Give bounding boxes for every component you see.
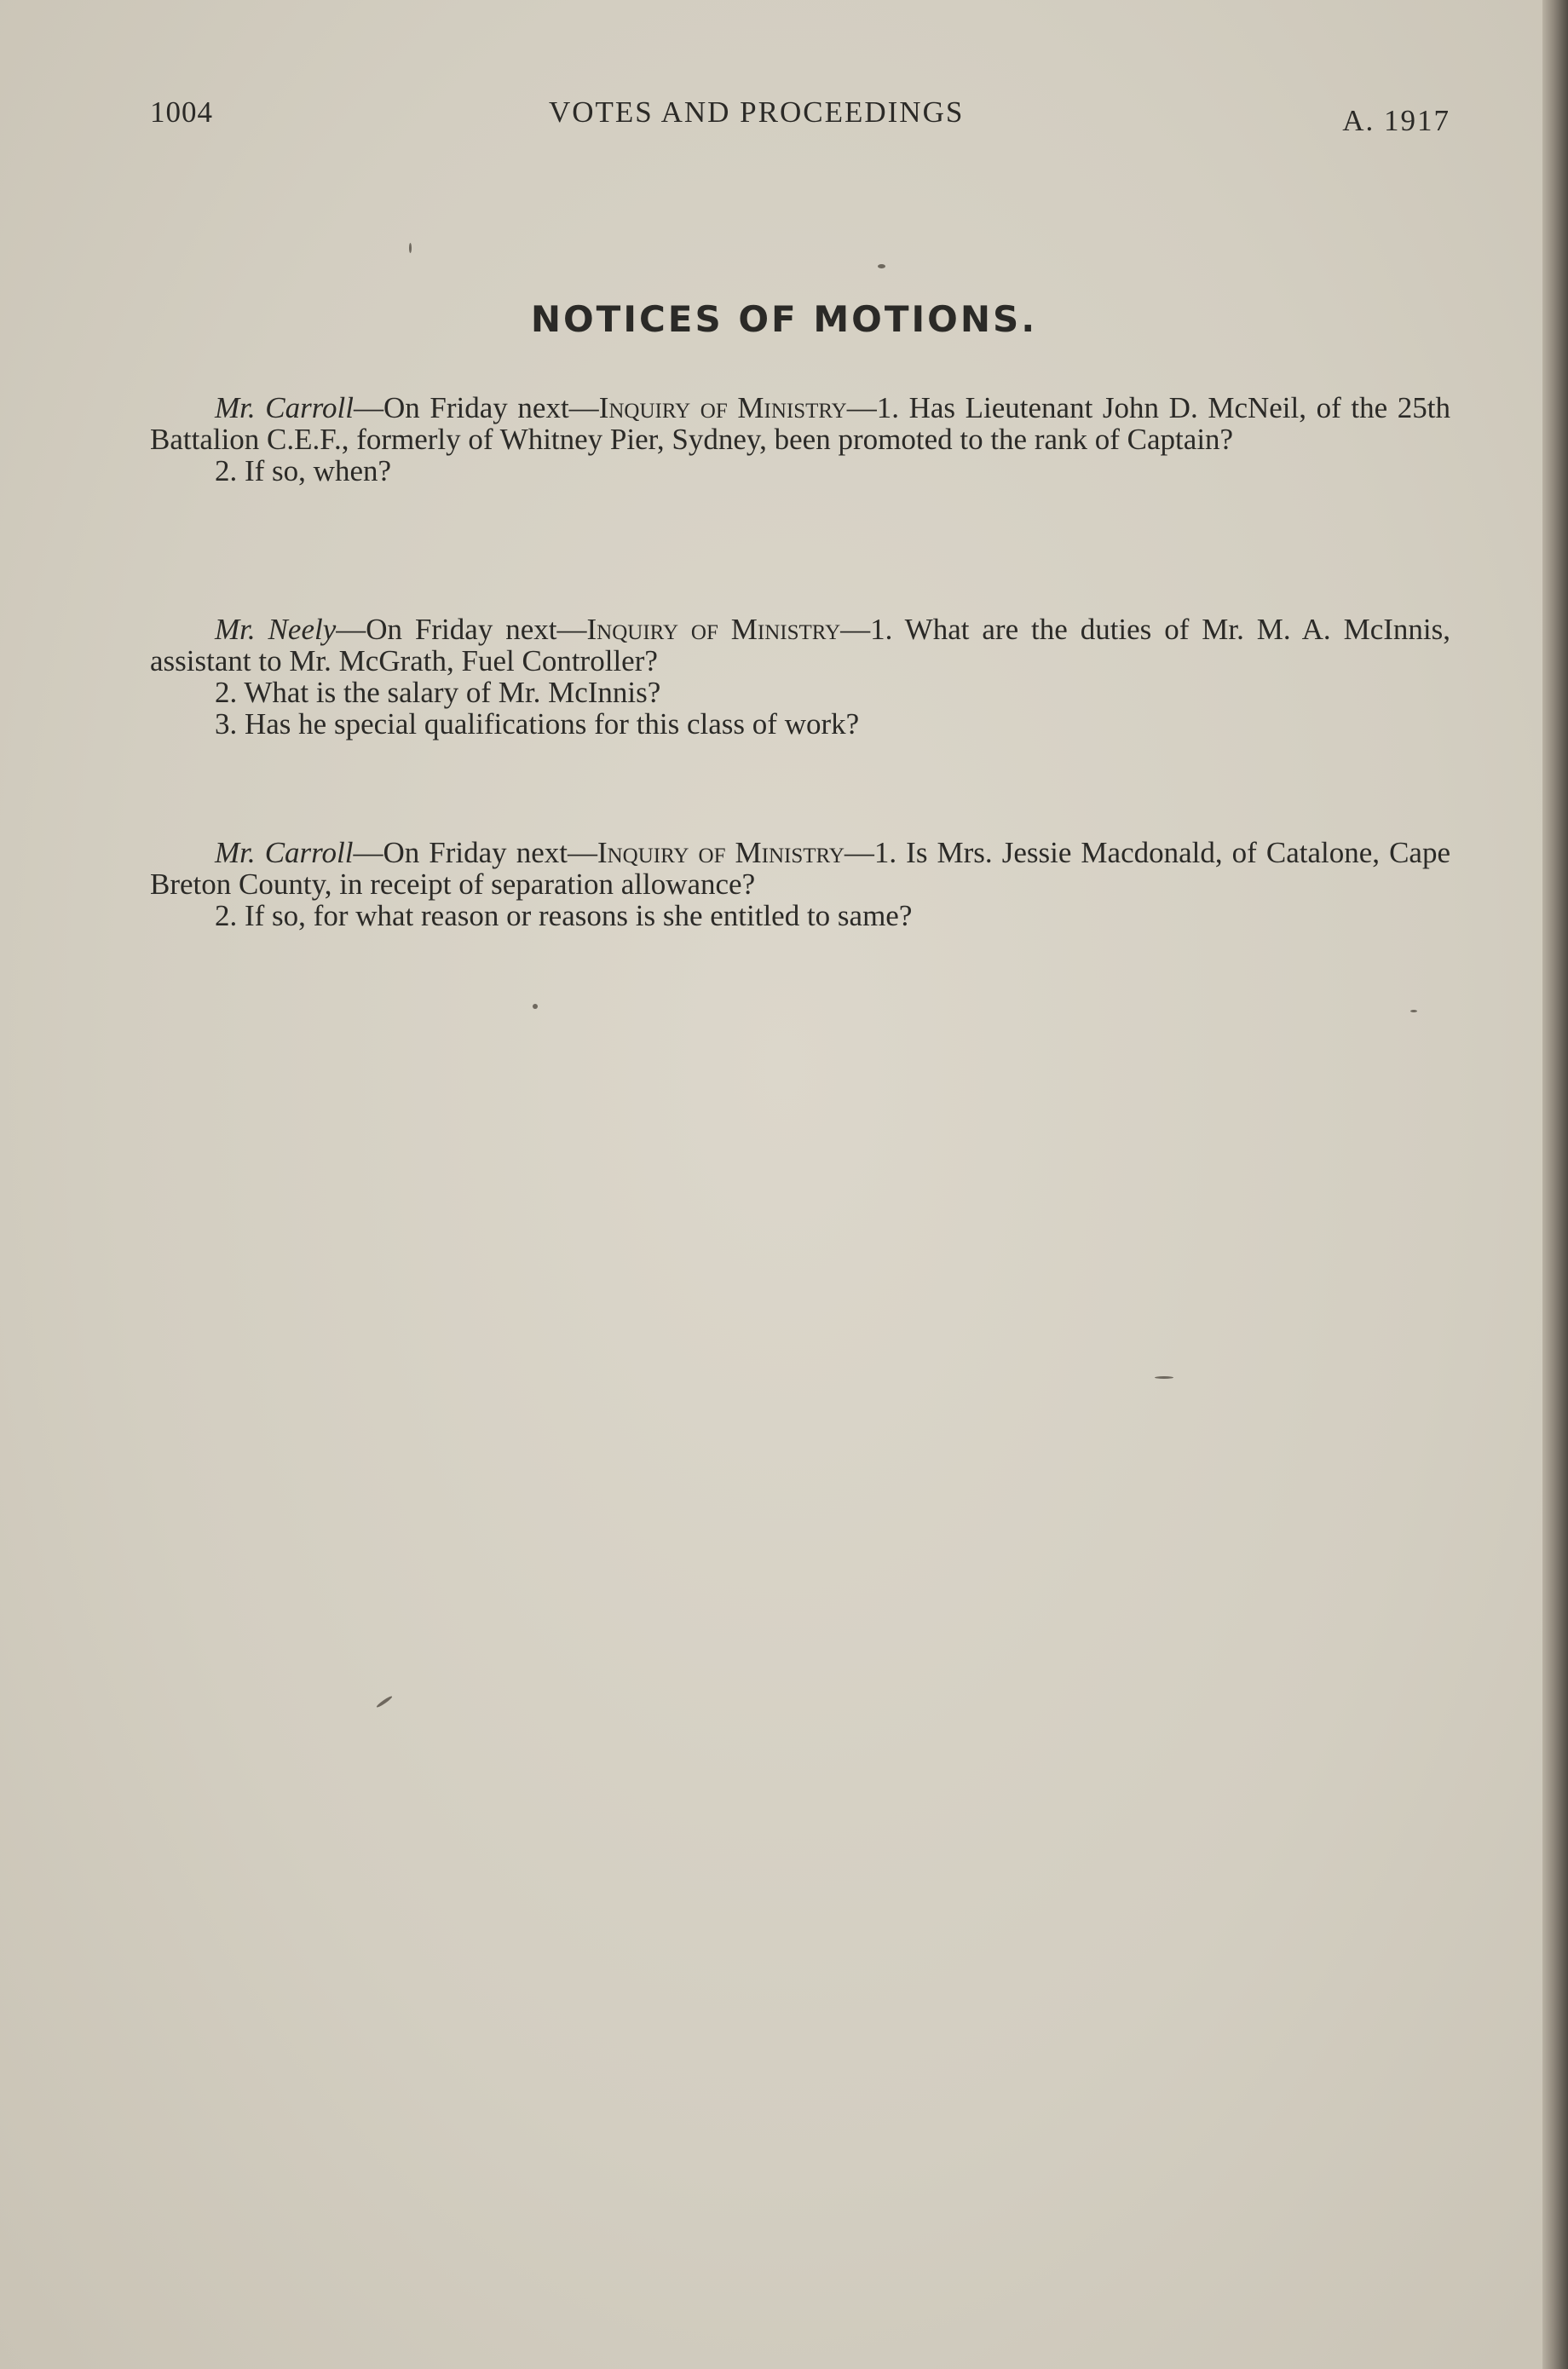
notice-member: Mr. Carroll: [215, 836, 354, 869]
notice-2: [150, 614, 1450, 740]
notice-3: [150, 837, 1450, 931]
notice-first-paragraph: [150, 837, 1450, 900]
paper-speck: [878, 264, 885, 268]
paper-speck: [1155, 1376, 1173, 1379]
notice-first-paragraph: [150, 614, 1450, 677]
notice-member: Mr. Carroll: [215, 391, 355, 424]
notice-type: Inquiry of Ministry: [597, 836, 845, 869]
notice-intro: —On Friday next—: [336, 613, 587, 646]
notice-question: —1. What are the duties of Mr. M. A. McInnis, assistant to Mr. McGrath, Fuel Controller?: [150, 613, 1450, 677]
notice-member: Mr. Neely: [215, 613, 337, 646]
paper-speck: [533, 1004, 538, 1009]
notice-type: Inquiry of Ministry: [598, 391, 847, 424]
notice-intro: —On Friday next—: [353, 836, 597, 869]
notice-type: Inquiry of Ministry: [586, 613, 841, 646]
notice-question: —1. Has Lieutenant John D. McNeil, of the 25th Battalion C.E.F., formerly of Whitney Pier, Sydney, been promoted to the rank of Captain?: [150, 391, 1450, 456]
notice-item: 2. What is the salary of Mr. McInnis?: [215, 676, 661, 709]
running-title: VOTES AND PROCEEDINGS: [549, 95, 965, 129]
book-spine-shadow: [1542, 0, 1568, 2369]
paper-speck: [376, 1695, 393, 1709]
page-number: 1004: [150, 95, 213, 129]
paper-speck: [409, 243, 412, 253]
session-year: A. 1917: [1342, 104, 1450, 137]
notice-item: 2. If so, for what reason or reasons is she entitled to same?: [215, 899, 913, 932]
notice-item: 3. Has he special qualifications for this class of work?: [215, 707, 860, 741]
page-header: [150, 95, 1450, 138]
paper-speck: [1410, 1010, 1417, 1012]
notice-item: 2. If so, when?: [215, 454, 392, 487]
notice-intro: —On Friday next—: [354, 391, 599, 424]
notice-first-paragraph: [150, 392, 1450, 455]
notice-1: [150, 392, 1450, 487]
section-title: NOTICES OF MOTIONS.: [530, 298, 1038, 340]
notice-question: —1. Is Mrs. Jessie Macdonald, of Catalone, Cape Breton County, in receipt of separation allowance?: [150, 836, 1450, 901]
